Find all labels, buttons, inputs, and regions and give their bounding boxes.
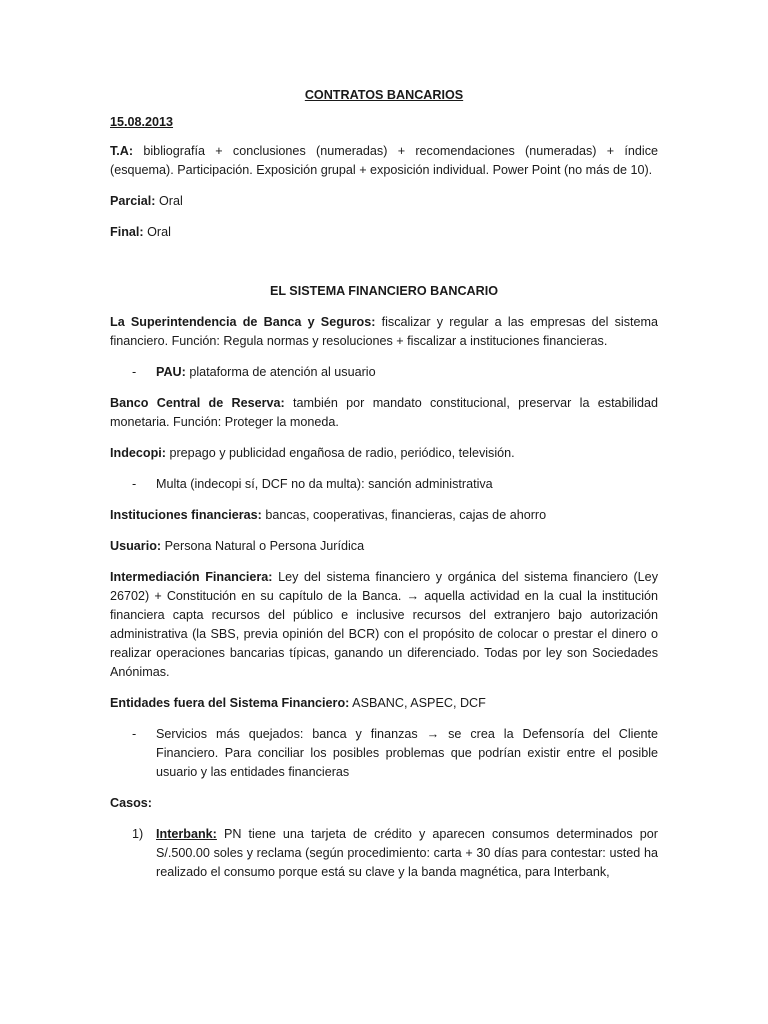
entidades-lead: Entidades fuera del Sistema Financiero:: [110, 696, 350, 710]
pau-lead: PAU:: [156, 365, 186, 379]
paragraph-ta: [110, 142, 658, 180]
final-text: Oral: [143, 225, 171, 239]
intermediacion-lead: Intermediación Financiera:: [110, 570, 273, 584]
list-item-caso-1: [110, 825, 658, 882]
paragraph-instituciones: [110, 506, 658, 525]
indecopi-lead: Indecopi:: [110, 446, 166, 460]
bullet-dash: -: [132, 727, 137, 741]
document-title: CONTRATOS BANCARIOS: [304, 88, 464, 102]
paragraph-superintendencia: [110, 313, 658, 351]
list-item-pau: [110, 363, 658, 382]
pau-text: plataforma de atención al usuario: [185, 365, 376, 379]
usuario-text: Persona Natural o Persona Jurídica: [161, 539, 365, 553]
paragraph-entidades: [110, 694, 658, 713]
paragraph-intermediacion: [110, 568, 658, 682]
final-lead: Final:: [110, 225, 144, 239]
ta-lead: T.A:: [110, 144, 134, 158]
caso1-content: [156, 825, 658, 882]
paragraph-bcr: [110, 394, 658, 432]
caso1-lead: Interbank:: [156, 827, 217, 841]
servicios-text: Servicios más quejados: banca y finanzas → se crea la Defensoría del Cliente Financiero. Para conciliar los posibles problemas que podrían existir entre el posible usuario y las entidades financieras: [156, 727, 658, 779]
list-item-servicios: [110, 725, 658, 782]
document-date: 15.08.2013: [110, 115, 174, 129]
list-number: 1): [132, 827, 144, 841]
caso1-text: PN tiene una tarjeta de crédito y aparecen consumos determinados por S/.500.00 soles y reclama (según procedimiento: carta + 30 días para contestar: usted ha realizado el consumo porque está su clave y la banda magnética, para Interbank,: [156, 827, 658, 879]
bullet-dash: -: [132, 365, 137, 379]
indecopi-text: prepago y publicidad engañosa de radio, periódico, televisión.: [165, 446, 515, 460]
casos-lead: Casos:: [110, 796, 152, 810]
parcial-lead: Parcial:: [110, 194, 156, 208]
intermediacion-text: Ley del sistema financiero y orgánica del sistema financiero (Ley 26702) + Constitución en su capítulo de la Banca. → aquella actividad en la cual la institución financiera capta recursos del público e inclusive recursos del extranjero bajo autorización administrativa (la SBS, previa opinión del BCR) con el propósito de colocar o prestar el dinero o realizar operaciones bancarias típicas, ganando un diferenciado. Todas por ley son Sociedades Anónimas.: [110, 570, 658, 679]
document-page: [110, 86, 658, 894]
pau-content: [156, 363, 658, 382]
paragraph-indecopi: [110, 444, 658, 463]
ta-text: bibliografía + conclusiones (numeradas) + recomendaciones (numeradas) + índice (esquema). Participación. Exposición grupal + exposición individual. Power Point (no más de 10).: [110, 144, 658, 177]
paragraph-usuario: [110, 537, 658, 556]
parcial-text: Oral: [155, 194, 183, 208]
section-title: EL SISTEMA FINANCIERO BANCARIO: [269, 284, 499, 298]
paragraph-casos: [110, 794, 658, 813]
instituciones-text: bancas, cooperativas, financieras, cajas de ahorro: [261, 508, 547, 522]
superintendencia-text: fiscalizar y regular a las empresas del sistema financiero. Función: Regula normas y resoluciones + fiscalizar a instituciones financieras.: [110, 315, 658, 348]
paragraph-final: [110, 223, 658, 242]
bcr-text: también por mandato constitucional, preservar la estabilidad monetaria. Función: Proteger la moneda.: [110, 396, 658, 429]
paragraph-parcial: [110, 192, 658, 211]
instituciones-lead: Instituciones financieras:: [110, 508, 262, 522]
usuario-lead: Usuario:: [110, 539, 162, 553]
section-spacer: [110, 254, 658, 282]
bcr-lead: Banco Central de Reserva:: [110, 396, 285, 410]
bullet-dash: -: [132, 477, 137, 491]
superintendencia-lead: La Superintendencia de Banca y Seguros:: [110, 315, 376, 329]
list-item-multa: [110, 475, 658, 494]
entidades-text: ASBANC, ASPEC, DCF: [349, 696, 486, 710]
multa-text: Multa (indecopi sí, DCF no da multa): sanción administrativa: [156, 477, 493, 491]
